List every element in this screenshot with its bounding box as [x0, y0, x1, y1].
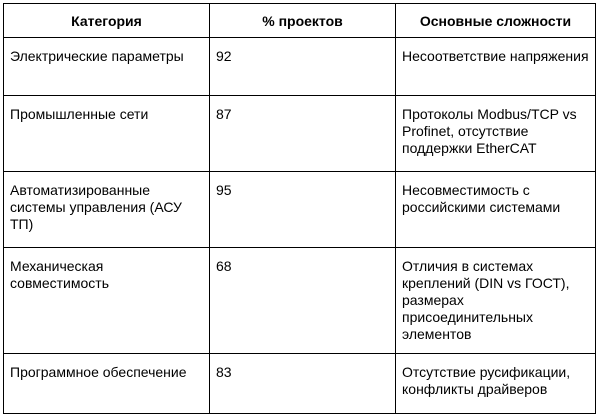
table-header-row	[4, 4, 596, 38]
category-cell: Программное обеспечение	[4, 354, 210, 414]
table-row	[4, 172, 596, 248]
difficulties-cell: Отличия в системах креплений (DIN vs ГОСТ), размерах присоединительных элементов	[396, 248, 596, 354]
percent-cell: 83	[210, 354, 396, 414]
table-row	[4, 354, 596, 414]
table-row	[4, 248, 596, 354]
percent-cell: 87	[210, 96, 396, 172]
percent-cell: 92	[210, 38, 396, 96]
percent-cell: 68	[210, 248, 396, 354]
compatibility-table	[3, 3, 596, 414]
table-row	[4, 96, 596, 172]
difficulties-cell: Отсутствие русификации, конфликты драйверов	[396, 354, 596, 414]
percent-cell: 95	[210, 172, 396, 248]
table-row	[4, 38, 596, 96]
category-cell: Автоматизированные системы управления (АСУ ТП)	[4, 172, 210, 248]
difficulties-cell: Несоответствие напряжения	[396, 38, 596, 96]
category-cell: Механическая совместимость	[4, 248, 210, 354]
header-difficulties: Основные сложности	[396, 4, 596, 38]
difficulties-cell: Несовместимость с российскими системами	[396, 172, 596, 248]
header-category: Категория	[4, 4, 210, 38]
header-percent: % проектов	[210, 4, 396, 38]
category-cell: Промышленные сети	[4, 96, 210, 172]
category-cell: Электрические параметры	[4, 38, 210, 96]
difficulties-cell: Протоколы Modbus/TCP vs Profinet, отсутствие поддержки EtherCAT	[396, 96, 596, 172]
